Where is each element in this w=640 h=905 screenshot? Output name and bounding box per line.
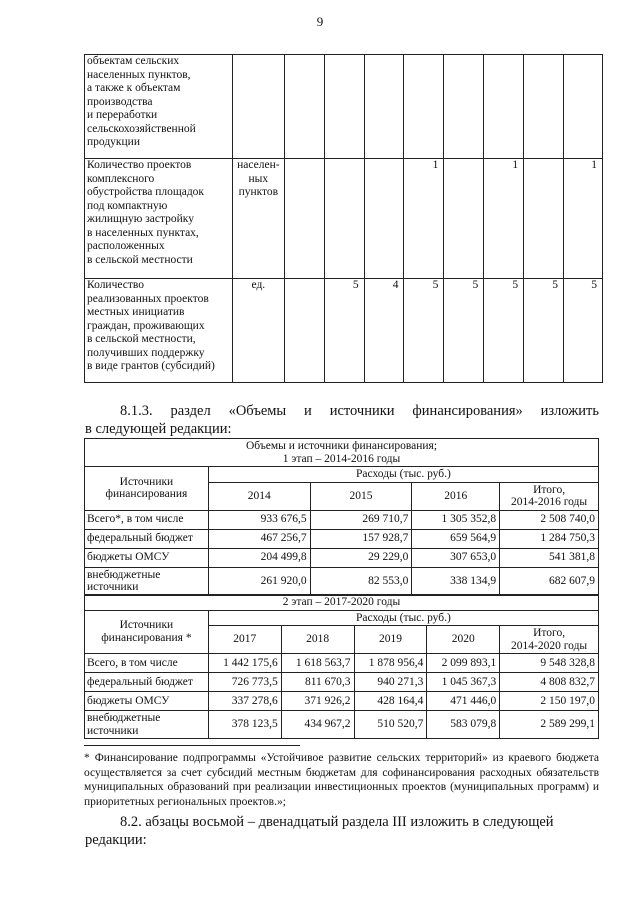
indicator-value <box>444 55 484 159</box>
stage2-year-header: 2018 <box>281 626 354 654</box>
stage2-row-label: бюджеты ОМСУ <box>85 692 209 711</box>
stage2-title: 2 этап – 2017-2020 годы <box>85 595 599 611</box>
stage1-year-header: 2015 <box>310 482 412 510</box>
indicator-unit-line: ед. <box>251 279 266 291</box>
stage2-cell: 2 589 299,1 <box>500 711 599 739</box>
stage2-expenses-header: Расходы (тыс. руб.) <box>208 610 598 626</box>
indicator-label-line: Количество <box>87 279 144 291</box>
stage2-cell: 940 271,3 <box>354 673 427 692</box>
indicator-value: 5 <box>564 279 603 383</box>
stage2-year-header: 2019 <box>354 626 427 654</box>
funding-table-stage2 <box>84 594 599 739</box>
indicator-value: 1 <box>404 159 444 279</box>
indicator-unit-line: населен- <box>237 159 280 171</box>
stage2-cell: 510 520,7 <box>354 711 427 739</box>
indicator-value <box>324 159 364 279</box>
indicator-value <box>364 55 404 159</box>
indicators-table-body <box>85 55 603 383</box>
indicator-value: 5 <box>524 279 564 383</box>
footnote-divider <box>84 745 300 746</box>
stage1-row-label: Всего*, в том числе <box>85 510 209 529</box>
stage2-year-header: 2017 <box>208 626 281 654</box>
stage2-cell: 2 099 893,1 <box>427 654 500 673</box>
stage2-source-header <box>85 610 209 654</box>
stage2-cell: 378 123,5 <box>208 711 281 739</box>
indicator-value <box>364 159 404 279</box>
indicator-label-line: Количество проектов <box>87 159 192 171</box>
stage1-source-header-line2: финансирования <box>105 488 188 501</box>
indicator-value <box>484 55 524 159</box>
indicator-label-line: производства <box>87 95 153 108</box>
stage2-cell: 4 808 832,7 <box>500 673 599 692</box>
indicator-value: 5 <box>484 279 524 383</box>
funding-table-stage1 <box>84 438 599 596</box>
stage1-cell: 1 305 352,8 <box>412 510 500 529</box>
indicator-value <box>564 55 603 159</box>
indicator-row <box>85 55 603 159</box>
paragraph-8-1-3 <box>85 402 599 438</box>
stage2-cell: 1 442 175,6 <box>208 654 281 673</box>
stage2-cell: 1 618 563,7 <box>281 654 354 673</box>
indicator-value <box>284 159 324 279</box>
indicator-label-line: граждан, проживающих <box>87 319 205 332</box>
stage2-row-label: федеральный бюджет <box>85 673 209 692</box>
stage2-source-header-line1: Источники <box>119 619 174 632</box>
paragraph-8-1-3-word: изложить <box>540 403 599 419</box>
stage2-cell: 2 150 197,0 <box>500 692 599 711</box>
indicator-label-line: в виде грантов (субсидий) <box>87 360 215 372</box>
indicator-label <box>85 159 233 279</box>
indicator-value: 5 <box>444 279 484 383</box>
indicator-label-line: получивших поддержку <box>87 346 205 359</box>
indicators-table <box>84 54 603 383</box>
stage1-row-label-line2: источники <box>87 581 139 593</box>
stage1-row-label: бюджеты ОМСУ <box>85 548 209 567</box>
stage2-row-label-line2: источники <box>87 724 139 737</box>
stage1-row-label-line1: внебюджетные <box>87 568 161 581</box>
indicator-label-line: местных инициатив <box>87 306 185 318</box>
stage1-title <box>85 439 599 467</box>
stage1-cell: 157 928,7 <box>310 529 412 548</box>
stage1-cell: 659 564,9 <box>412 529 500 548</box>
paragraph-8-1-3-word: 8.1.3. <box>120 403 153 419</box>
stage1-title-line1: Объемы и источники финансирования; <box>245 440 438 452</box>
indicator-value <box>404 55 444 159</box>
indicator-label-line: населенных пунктов, <box>87 68 191 81</box>
indicator-label <box>85 55 233 159</box>
indicator-label-line: под компактную <box>87 199 168 212</box>
indicator-label-line: в населенных пунктах, <box>87 226 199 239</box>
indicator-label-line: сельскохозяйственной <box>87 122 196 135</box>
stage2-cell: 1 878 956,4 <box>354 654 427 673</box>
footnote: * Финансирование подпрограммы «Устойчивое развитие сельских территорий» из краевого бюджета осуществляется за счет субсидий местным бюджетам для софинансирования расходных обязательств муниципальных образований при реализации инвестиционных проектов (муниципальных программ) и приоритетных региональных проектов.»; <box>84 752 599 808</box>
stage2-cell: 9 548 328,8 <box>500 654 599 673</box>
indicator-value <box>524 55 564 159</box>
indicator-label-line: расположенных <box>87 240 165 252</box>
stage1-title-line2: 1 этап – 2014-2016 годы <box>282 452 401 465</box>
paragraph-8-1-3-word: раздел <box>170 403 211 419</box>
indicator-label-line: объектам сельских <box>87 55 180 67</box>
stage1-source-header-line1: Источники <box>119 475 174 488</box>
stage1-cell: 269 710,7 <box>310 510 412 529</box>
paragraph-8-2-line1: 8.2. абзацы восьмой – двенадцатый раздела III изложить в следующей <box>120 814 554 830</box>
indicator-value: 5 <box>404 279 444 383</box>
indicator-label-line: в сельской местности, <box>87 333 196 345</box>
indicator-value <box>524 159 564 279</box>
stage1-cell: 82 553,0 <box>310 567 412 595</box>
stage1-cell: 29 229,0 <box>310 548 412 567</box>
paragraph-8-2-line2: редакции: <box>85 832 147 848</box>
page-number: 9 <box>316 14 324 29</box>
indicator-label-line: реализованных проектов <box>87 292 209 305</box>
stage1-row-label: федеральный бюджет <box>85 529 209 548</box>
stage1-cell: 261 920,0 <box>208 567 310 595</box>
paragraph-8-1-3-word: «Объемы <box>228 403 287 419</box>
stage1-cell: 204 499,8 <box>208 548 310 567</box>
stage2-cell: 428 164,4 <box>354 692 427 711</box>
indicator-unit-line: ных <box>248 172 269 185</box>
stage1-cell: 682 607,9 <box>500 567 599 595</box>
indicator-row <box>85 279 603 383</box>
stage1-expenses-header: Расходы (тыс. руб.) <box>208 467 598 483</box>
stage1-year-header: 2014 <box>208 482 310 510</box>
stage1-row-label <box>85 567 209 595</box>
indicator-value <box>444 159 484 279</box>
indicator-value <box>284 55 324 159</box>
indicator-unit <box>232 159 284 279</box>
stage1-year-header: 2016 <box>412 482 500 510</box>
indicator-unit <box>232 55 284 159</box>
stage2-source-header-line2: финансирования * <box>101 631 192 644</box>
stage1-cell: 338 134,9 <box>412 567 500 595</box>
indicator-unit-line: пунктов <box>238 186 279 198</box>
indicator-label-line: комплексного <box>87 172 155 185</box>
stage1-total-header <box>500 482 599 510</box>
stage1-cell: 1 284 750,3 <box>500 529 599 548</box>
stage2-cell: 471 446,0 <box>427 692 500 711</box>
stage1-cell: 541 381,8 <box>500 548 599 567</box>
indicator-label-line: обустройства площадок <box>87 186 205 198</box>
stage2-year-header: 2020 <box>427 626 500 654</box>
stage2-cell: 583 079,8 <box>427 711 500 739</box>
stage2-cell: 371 926,2 <box>281 692 354 711</box>
stage2-cell: 434 967,2 <box>281 711 354 739</box>
paragraph-8-1-3-word: источники <box>329 403 395 419</box>
indicator-label-line: а также к объектам <box>87 82 181 94</box>
paragraph-8-1-3-line1 <box>85 402 599 420</box>
stage1-total-header-line1: Итого, <box>533 483 566 496</box>
indicator-unit <box>232 279 284 383</box>
paragraph-8-1-3-word: и <box>304 403 312 419</box>
indicator-value <box>324 55 364 159</box>
stage1-cell: 307 653,0 <box>412 548 500 567</box>
paragraph-8-2 <box>85 813 599 849</box>
indicator-label <box>85 279 233 383</box>
indicator-value: 1 <box>564 159 603 279</box>
stage2-total-header-line1: Итого, <box>533 627 566 639</box>
paragraph-8-1-3-word: финансирования» <box>412 403 523 419</box>
stage2-cell: 811 670,3 <box>281 673 354 692</box>
stage2-cell: 337 278,6 <box>208 692 281 711</box>
stage1-cell: 933 676,5 <box>208 510 310 529</box>
indicator-label-line: в сельской местности <box>87 253 193 266</box>
stage1-cell: 467 256,7 <box>208 529 310 548</box>
indicator-label-line: продукции <box>87 136 140 148</box>
indicator-value: 4 <box>364 279 404 383</box>
indicator-label-line: жилищную застройку <box>87 213 194 225</box>
stage1-source-header <box>85 467 209 511</box>
indicator-value: 1 <box>484 159 524 279</box>
indicator-row <box>85 159 603 279</box>
stage2-row-label-line1: внебюджетные <box>87 712 161 724</box>
stage1-total-header-line2: 2014-2016 годы <box>511 496 588 508</box>
stage2-total-header-line2: 2014-2020 годы <box>511 639 588 652</box>
stage2-row-label <box>85 711 209 739</box>
indicator-label-line: и переработки <box>87 109 158 121</box>
stage1-cell: 2 508 740,0 <box>500 510 599 529</box>
stage2-cell: 726 773,5 <box>208 673 281 692</box>
indicator-value <box>284 279 324 383</box>
stage2-total-header <box>500 626 599 654</box>
indicator-value: 5 <box>324 279 364 383</box>
paragraph-8-1-3-line2: в следующей редакции: <box>85 421 232 437</box>
stage2-row-label: Всего, в том числе <box>85 654 209 673</box>
stage2-cell: 1 045 367,3 <box>427 673 500 692</box>
